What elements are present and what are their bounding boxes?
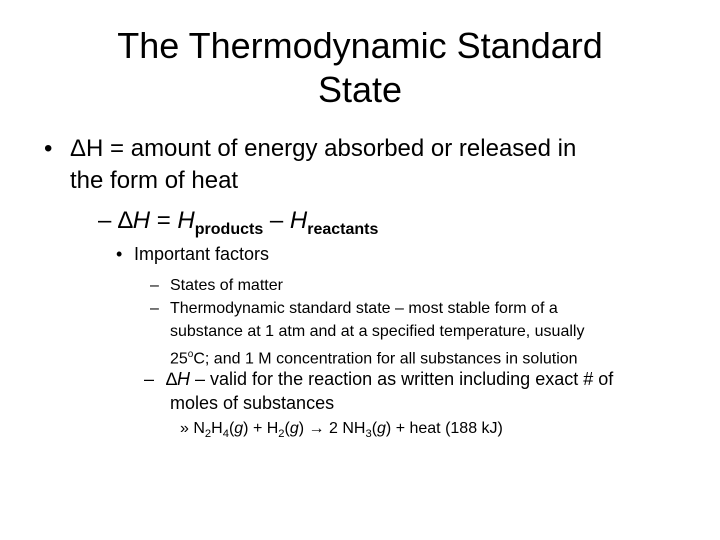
delta-symbol: ∆ [166,369,178,389]
subscript-products: products [194,220,264,238]
bullet-marker: • [44,135,53,162]
reaction-marker: » [180,420,189,437]
delta-h-line-1 [166,367,613,391]
rx-gas-1: g [234,420,244,437]
rx-plus-h: ) + H [243,420,279,437]
standard-state-line-1: Thermodynamic standard state – most stable form of a [170,300,558,317]
degree-sup: o [187,349,194,360]
rx-arrow: → [308,420,325,437]
slide-title [0,24,720,112]
delta-h-line-2: moles of substances [170,393,335,413]
standard-state-line-2: substance at 1 atm and at a specified temperature, usually [170,323,585,340]
factors-heading: Important factors [134,244,270,264]
title-line-1: The Thermodynamic Standard [117,25,603,66]
rx-heat: ) + heat (188 kJ) [385,420,503,437]
equation-h-products: H [177,207,195,234]
rx-sub-2: 2 [204,428,212,441]
item-dash-3: – [144,369,155,389]
standard-state-rest: C; and 1 M concentration for all substances in solution [193,350,578,368]
delta-h-text: – valid for the reaction as written including exact # of [190,369,614,389]
equation-h: H [132,207,151,234]
rx-paren-2: ( [284,420,290,437]
rx-sub-3: 3 [365,428,372,441]
title-line-2: State [317,69,403,110]
reaction-equation [180,420,503,440]
item-dash-2: – [150,300,159,317]
rx-close-2: ) [298,420,309,437]
rx-gas-3: g [377,420,386,437]
equation-equals: = [150,207,178,234]
rx-paren-3: ( [371,420,378,437]
enthalpy-equation [98,207,378,239]
rx-paren: ( [228,420,235,437]
rx-gas-2: g [289,420,299,437]
equation-minus: – [263,207,290,234]
rx-sub-4: 4 [222,428,229,441]
item-dash-1: – [150,277,159,294]
factors-marker: • [116,244,123,264]
rx-n: N [188,420,205,437]
definition-line-2: the form of heat [70,167,239,194]
equation-h-reactants: H [289,207,308,234]
temperature-value: 25 [170,350,188,368]
subscript-reactants: reactants [307,220,379,238]
rx-nh: 2 NH [324,420,366,437]
definition-line-1: ΔH = amount of energy absorbed or released in [70,135,577,162]
delta-h-italic: H [177,369,191,389]
equation-delta: ∆ [118,207,133,234]
equation-dash: – [98,207,112,234]
rx-sub-2b: 2 [278,428,285,441]
rx-h: H [211,420,223,437]
item-states-of-matter: States of matter [170,277,283,294]
